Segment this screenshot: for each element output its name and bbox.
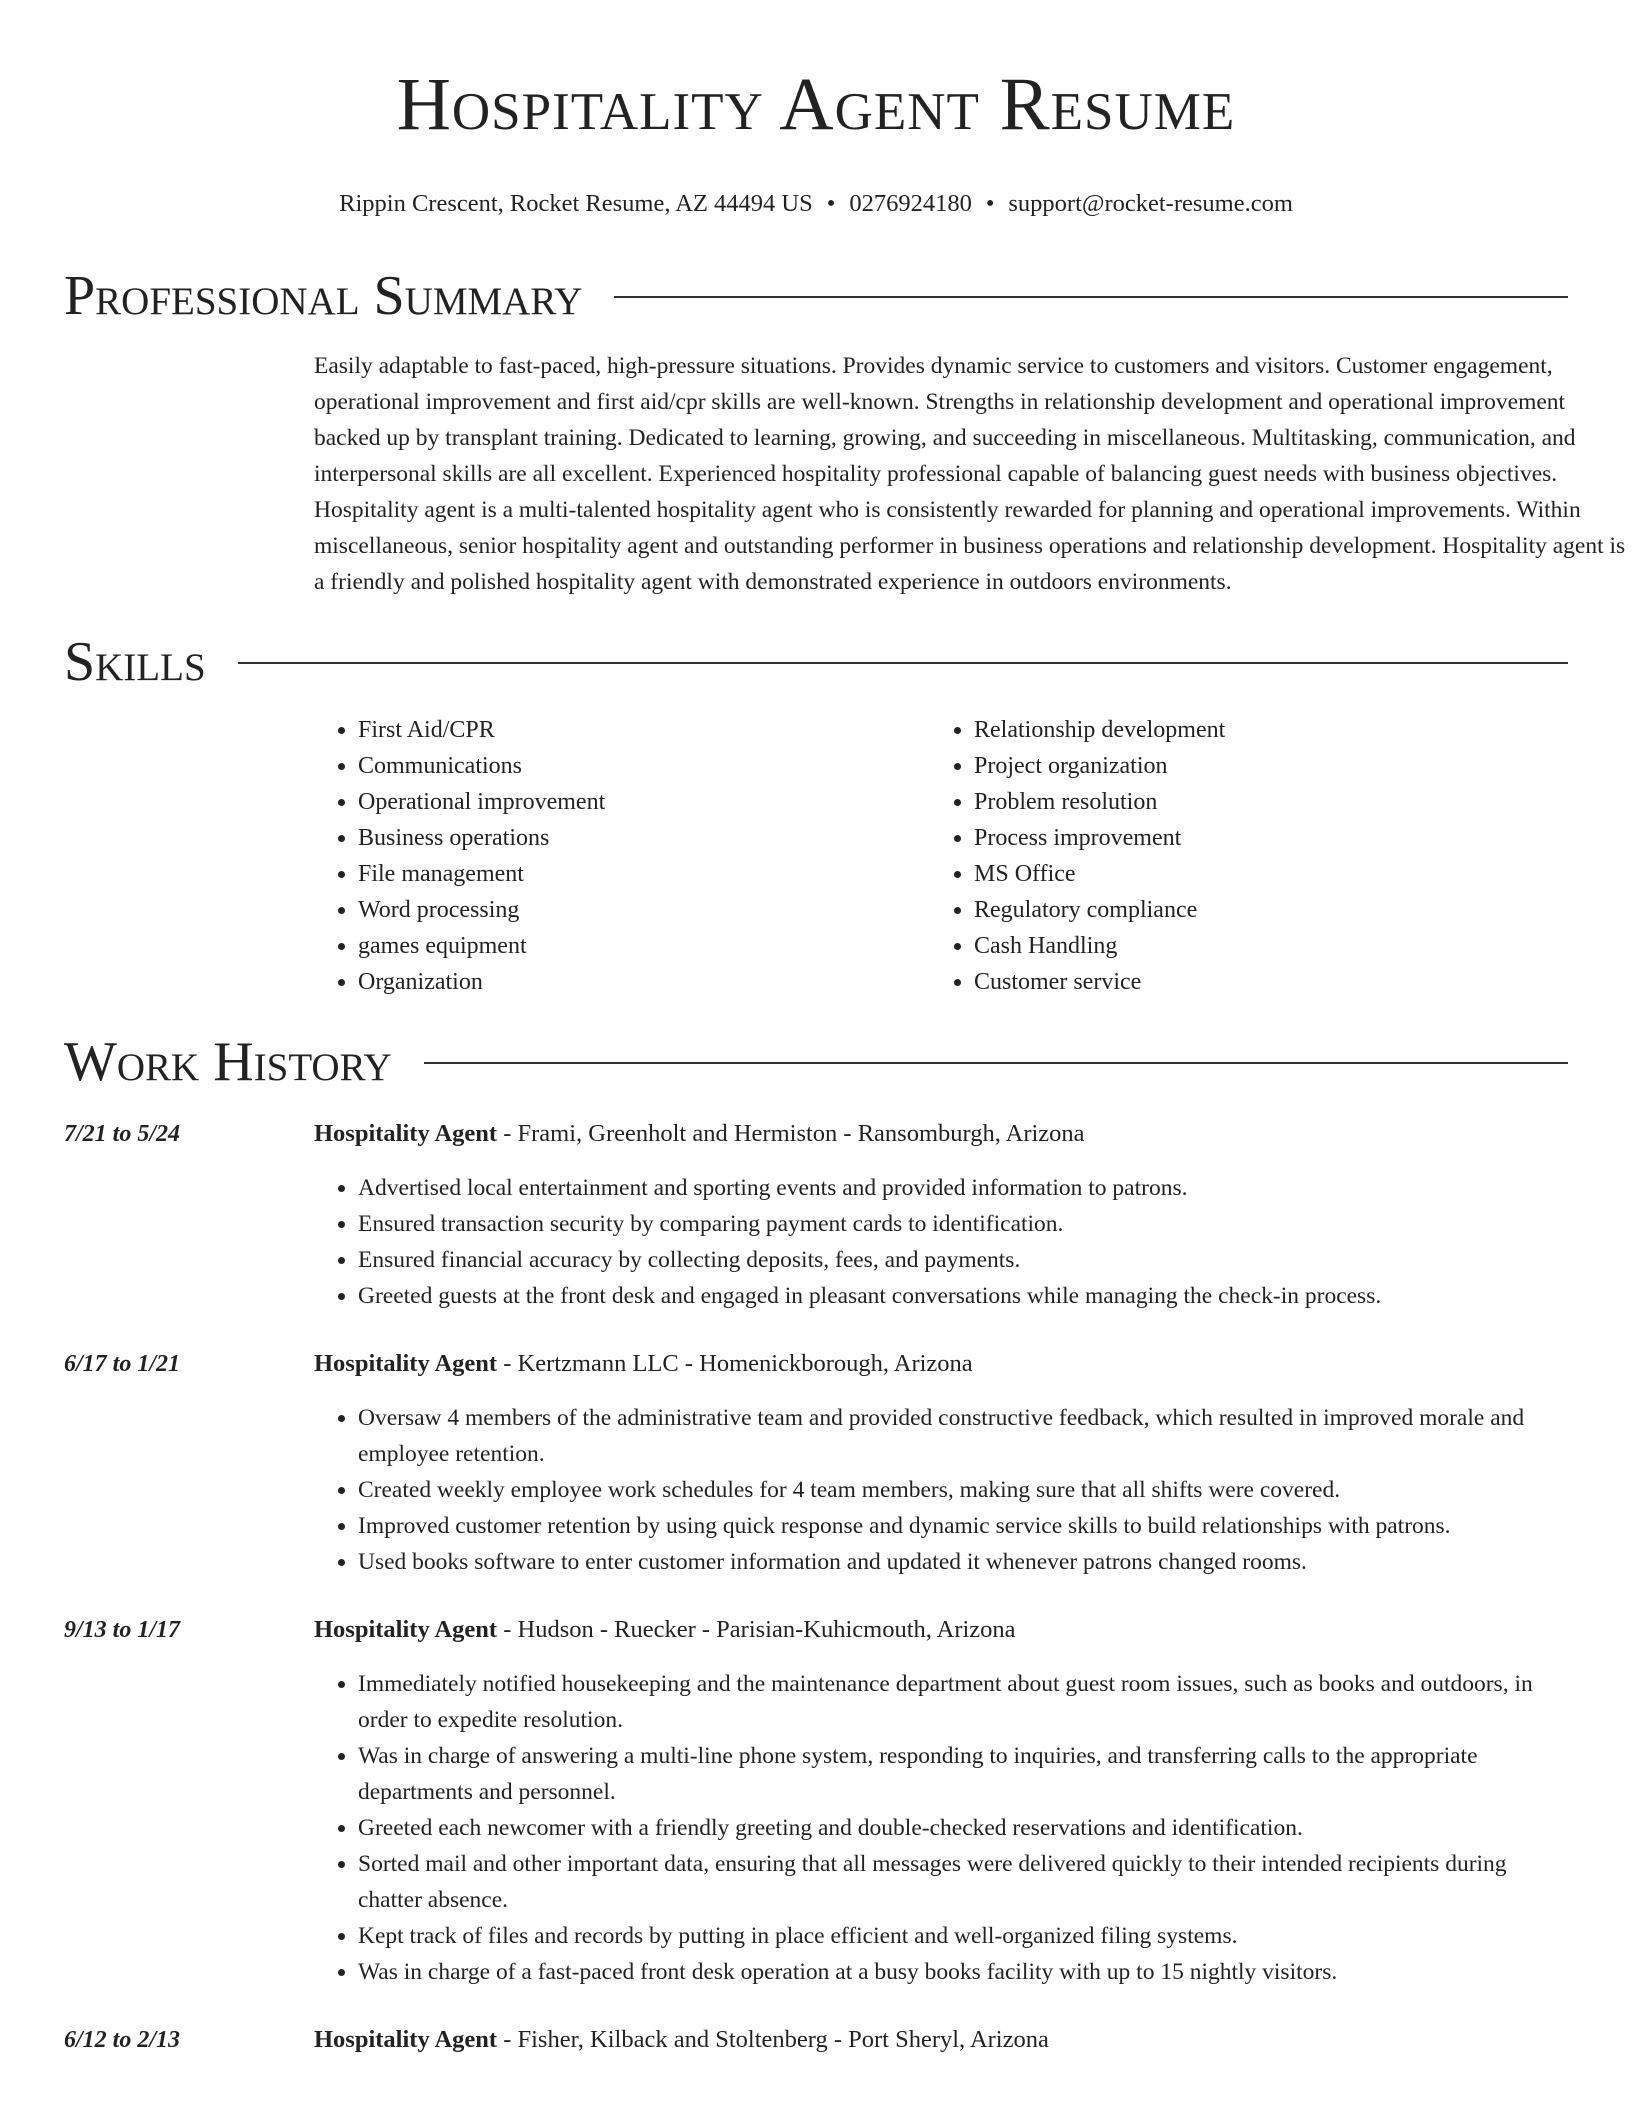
skill-item: • Operational improvement <box>358 784 930 820</box>
contact-separator: • <box>826 190 836 217</box>
job-bullet-list <box>314 1170 1568 1314</box>
section-divider <box>238 662 1568 664</box>
skill-item: • Problem resolution <box>974 784 1546 820</box>
job-bullet-list <box>314 1666 1568 1990</box>
job-heading <box>314 1346 1568 1382</box>
job-bullet-list <box>314 1400 1568 1580</box>
professional-summary-heading: Professional Summary <box>64 265 583 327</box>
work-history-heading: Work History <box>64 1031 392 1093</box>
skill-item: • First Aid/CPR <box>358 712 930 748</box>
contact-line <box>64 188 1568 220</box>
skill-item: • Customer service <box>974 964 1546 1000</box>
skills-list-right <box>930 712 1546 1000</box>
job-bullet: • Advertised local entertainment and sporting events and provided information to patrons. <box>358 1170 1568 1206</box>
job-entry <box>64 2022 1568 2058</box>
job-company-location: - Frami, Greenholt and Hermiston - Ransomburgh, Arizona <box>497 1120 1085 1147</box>
job-company-location: - Kertzmann LLC - Homenickborough, Arizona <box>497 1350 973 1377</box>
job-bullet: • Greeted each newcomer with a friendly greeting and double-checked reservations and identification. <box>358 1810 1568 1846</box>
skill-item: • Business operations <box>358 820 930 856</box>
job-body <box>314 1346 1568 1580</box>
skill-item: • Regulatory compliance <box>974 892 1546 928</box>
job-company-location: - Fisher, Kilback and Stoltenberg - Port Sheryl, Arizona <box>497 2026 1049 2053</box>
skills-section <box>64 630 1568 1000</box>
job-entry <box>64 1116 1568 1314</box>
skill-item: • Process improvement <box>974 820 1546 856</box>
job-bullet: • Created weekly employee work schedules for 4 team members, making sure that all shifts were covered. <box>358 1472 1568 1508</box>
skill-item: • Word processing <box>358 892 930 928</box>
contact-address: Rippin Crescent, Rocket Resume, AZ 44494 US <box>339 190 813 217</box>
skill-item: • File management <box>358 856 930 892</box>
skill-item: • Organization <box>358 964 930 1000</box>
job-entry <box>64 1346 1568 1580</box>
skill-item: • Communications <box>358 748 930 784</box>
job-bullet: • Was in charge of answering a multi-line phone system, responding to inquiries, and transferring calls to the appropriate departments and personnel. <box>358 1738 1568 1810</box>
job-company-location: - Hudson - Ruecker - Parisian-Kuhicmouth, Arizona <box>497 1616 1016 1643</box>
job-heading <box>314 2022 1568 2058</box>
skill-item: • MS Office <box>974 856 1546 892</box>
summary-text: Easily adaptable to fast-paced, high-pressure situations. Provides dynamic service to customers and visitors. Customer engagement, operational improvement and first aid/cpr skills are well-known. Strengths in relationship development and operational improvement backed up by transplant training. Dedicated to learning, growing, and succeeding in miscellaneous. Multitasking, communication, and interpersonal skills are all excellent. Experienced hospitality professional capable of balancing guest needs with business objectives. Hospitality agent is a multi-talented hospitality agent who is consistently rewarded for planning and operational improvements. Within miscellaneous, senior hospitality agent and outstanding performer in business operations and relationship development. Hospitality agent is a friendly and polished hospitality agent with demonstrated experience in outdoors environments. <box>314 353 1626 595</box>
job-dates: 6/17 to 1/21 <box>64 1351 181 1377</box>
job-bullet: • Greeted guests at the front desk and engaged in pleasant conversations while managing the check-in process. <box>358 1278 1568 1314</box>
job-dates: 9/13 to 1/17 <box>64 1617 181 1643</box>
resume-title: Hospitality Agent Resume <box>396 63 1236 146</box>
job-role: Hospitality Agent <box>314 2026 498 2053</box>
job-bullet: • Kept track of files and records by putting in place efficient and well-organized filing systems. <box>358 1918 1568 1954</box>
job-bullet: • Oversaw 4 members of the administrative team and provided constructive feedback, which resulted in improved morale and employee retention. <box>358 1400 1568 1472</box>
section-divider <box>614 296 1568 298</box>
section-divider <box>424 1062 1568 1064</box>
skill-item: • Cash Handling <box>974 928 1546 964</box>
job-bullet: • Was in charge of a fast-paced front desk operation at a busy books facility with up to 15 nightly visitors. <box>358 1954 1568 1990</box>
job-bullet: • Used books software to enter customer information and updated it whenever patrons changed rooms. <box>358 1544 1568 1580</box>
skills-grid <box>314 712 1568 1000</box>
section-header <box>64 630 1568 694</box>
job-bullet: • Sorted mail and other important data, ensuring that all messages were delivered quickly to their intended recipients during chatter absence. <box>358 1846 1568 1918</box>
job-bullet: • Ensured transaction security by comparing payment cards to identification. <box>358 1206 1568 1242</box>
job-bullet: • Ensured financial accuracy by collecting deposits, fees, and payments. <box>358 1242 1568 1278</box>
job-dates: 7/21 to 5/24 <box>64 1121 181 1147</box>
job-dates: 6/12 to 2/13 <box>64 2027 181 2053</box>
job-body <box>314 1612 1568 1990</box>
skill-item: • Relationship development <box>974 712 1546 748</box>
skills-list-left <box>314 712 930 1000</box>
contact-separator: • <box>985 190 995 217</box>
skills-heading: Skills <box>64 631 206 693</box>
job-bullet: • Immediately notified housekeeping and the maintenance department about guest room issues, such as books and outdoors, in order to expedite resolution. <box>358 1666 1568 1738</box>
section-header <box>64 1030 1568 1094</box>
job-heading <box>314 1116 1568 1152</box>
job-heading <box>314 1612 1568 1648</box>
skill-item: • games equipment <box>358 928 930 964</box>
contact-phone[interactable]: 0276924180 <box>849 190 972 217</box>
job-bullet: • Improved customer retention by using quick response and dynamic service skills to build relationships with patrons. <box>358 1508 1568 1544</box>
contact-email[interactable]: support@rocket-resume.com <box>1008 190 1293 217</box>
job-entry <box>64 1612 1568 1990</box>
job-role: Hospitality Agent <box>314 1616 498 1643</box>
skill-item: • Project organization <box>974 748 1546 784</box>
job-role: Hospitality Agent <box>314 1350 498 1377</box>
professional-summary-section <box>64 264 1626 600</box>
section-header <box>64 264 1568 328</box>
job-body <box>314 2022 1568 2058</box>
job-role: Hospitality Agent <box>314 1120 498 1147</box>
work-history-section <box>64 1030 1568 2058</box>
job-body <box>314 1116 1568 1314</box>
